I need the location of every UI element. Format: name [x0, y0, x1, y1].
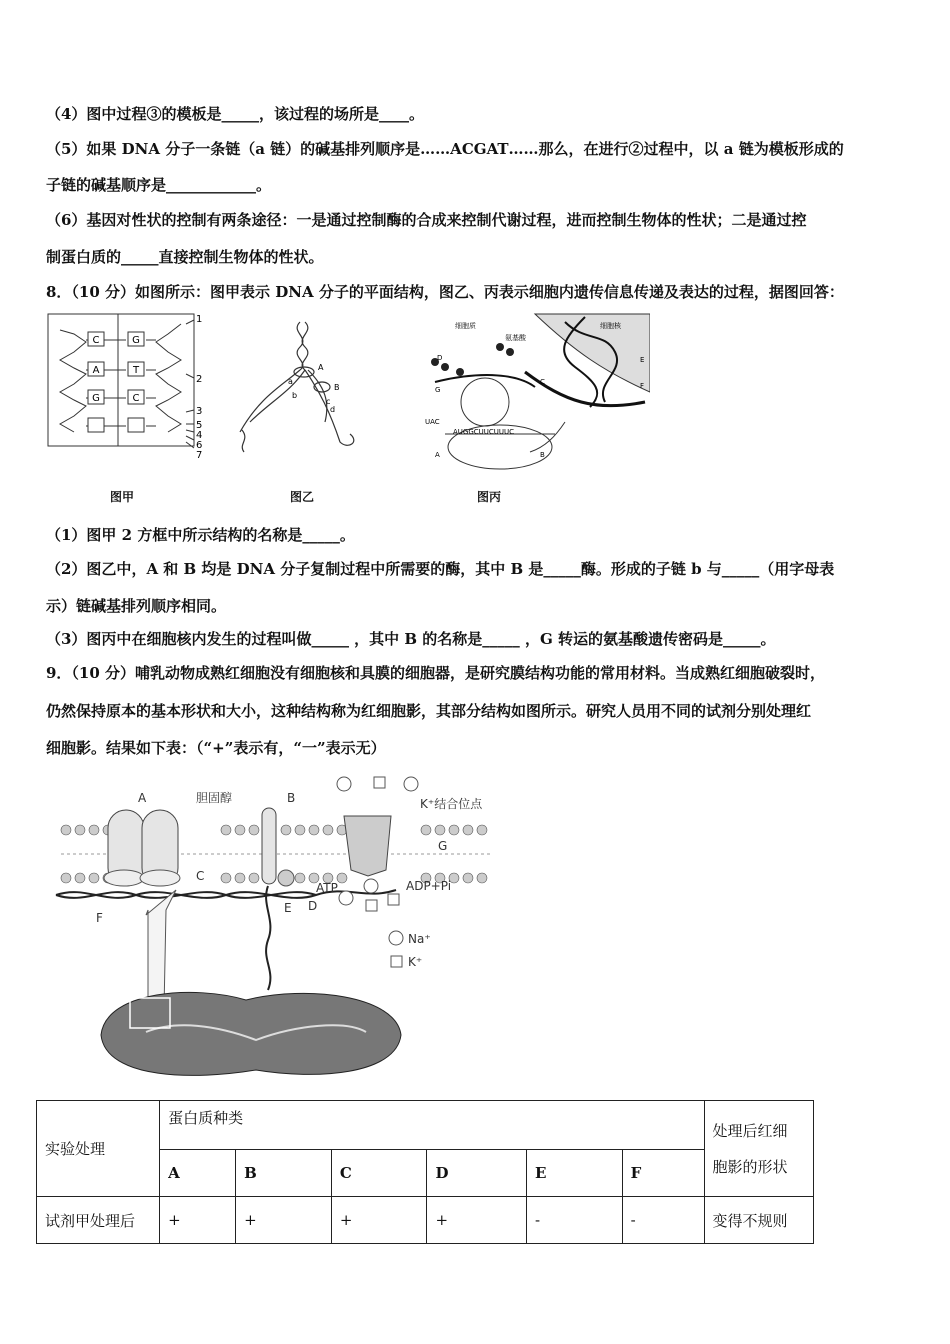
q9-stem-line2: 仍然保持原本的基本形状和大小，这种结构称为红细胞影，其部分结构如图所示。研究人员用不同的试剂分别处理红 [46, 702, 812, 720]
header-protein-d: D [427, 1150, 527, 1197]
jia-num-2: 2 [196, 374, 203, 385]
q7-part5-line2: 子链的碱基顺序是____________。 [46, 176, 272, 194]
q8-stem: 8．（10 分）如图所示：图甲表示 DNA 分子的平面结构，图乙、丙表示细胞内遗传信息传递及表达的过程，据图回答： [46, 283, 844, 301]
q8-part2-line2: 示）链碱基排列顺序相同。 [46, 597, 227, 615]
figure-yi-replication [230, 312, 380, 462]
row1-c: + [331, 1197, 427, 1244]
svg-text:A: A [435, 451, 440, 459]
jia-base-left-3: G [92, 393, 100, 404]
q8-part3: （3）图丙中在细胞核内发生的过程叫做_____ ，其中 B 的名称是_____ ，G 转运的氨基酸遗传密码是_____。 [46, 630, 776, 648]
svg-text:细胞质: 细胞质 [455, 322, 476, 330]
jia-num-6: 6 [196, 440, 203, 451]
caption-fig-yi: 图乙 [290, 490, 315, 504]
jia-num-5: 5 [196, 420, 203, 431]
label-d: D [308, 899, 318, 913]
svg-text:a: a [288, 377, 293, 386]
header-protein-b: B [236, 1150, 332, 1197]
label-c: C [196, 869, 205, 883]
q7-part6-line2: 制蛋白质的_____直接控制生物体的性状。 [46, 248, 324, 266]
header-shape-line1: 处理后红细 [712, 1121, 788, 1140]
q8-part2-line1: （2）图乙中，A 和 B 均是 DNA 分子复制过程中所需要的酶，其中 B 是_____酶。形成的子链 b 与_____（用字母表 [46, 560, 835, 578]
svg-text:A: A [318, 363, 324, 372]
header-protein-f: F [622, 1150, 704, 1197]
legend-na: Na⁺ [408, 932, 431, 946]
svg-text:AUGGCUUCUUUC: AUGGCUUCUUUC [453, 428, 515, 436]
jia-num-3: 3 [196, 406, 203, 417]
q7-part5-line1: （5）如果 DNA 分子一条链（a 链）的碱基排列顺序是……ACGAT……那么，在进行②过程中，以 a 链为模板形成的 [46, 140, 844, 158]
figure-bing-expression [415, 312, 650, 472]
jia-base-right-1: G [132, 335, 140, 346]
figure-jia-dna-structure [46, 312, 206, 462]
svg-text:UAC: UAC [425, 418, 440, 426]
label-g: G [438, 839, 448, 853]
jia-base-right-3: C [132, 393, 140, 404]
svg-text:C: C [540, 378, 545, 386]
header-protein-e: E [527, 1150, 623, 1197]
q7-part4: （4）图中过程③的模板是_____，该过程的场所是____。 [46, 105, 424, 123]
caption-fig-bing: 图丙 [477, 490, 502, 504]
header-protein-a: A [160, 1150, 236, 1197]
svg-text:E: E [640, 356, 645, 364]
row1-label: 试剂甲处理后 [37, 1197, 160, 1244]
label-adp: ADP+Pi [406, 879, 452, 893]
jia-num-7: 7 [196, 450, 203, 461]
row1-f: - [622, 1197, 704, 1244]
row1-shape: 变得不规则 [704, 1197, 813, 1244]
jia-base-left-1: C [92, 335, 100, 346]
header-shape-line2: 胞影的形状 [712, 1157, 788, 1176]
svg-text:b: b [292, 391, 298, 400]
q8-part1: （1）图甲 2 方框中所示结构的名称是_____。 [46, 526, 355, 544]
q9-stem-line3: 细胞影。结果如下表：（“+”表示有，“一”表示无） [46, 739, 386, 757]
row1-b: + [236, 1197, 332, 1244]
q9-stem-line1: 9．（10 分）哺乳动物成熟红细胞没有细胞核和具膜的细胞器，是研究膜结构功能的常用材料。当成熟红细胞破裂时， [46, 664, 826, 682]
figure-rbc-membrane [46, 770, 506, 1082]
svg-text:B: B [540, 451, 545, 459]
label-atp: ATP [316, 881, 338, 895]
svg-text:D: D [437, 354, 443, 362]
label-b: B [287, 791, 296, 805]
header-treatment: 实验处理 [37, 1101, 160, 1197]
label-a: A [138, 791, 147, 805]
jia-num-4: 4 [196, 430, 203, 441]
jia-num-1: 1 [196, 314, 203, 325]
header-protein-types: 蛋白质种类 [160, 1101, 704, 1150]
svg-text:c: c [326, 397, 331, 406]
svg-text:细胞核: 细胞核 [600, 322, 621, 330]
svg-text:G: G [435, 386, 441, 394]
label-e: E [284, 901, 292, 915]
header-protein-c: C [331, 1150, 427, 1197]
row1-a: + [160, 1197, 236, 1244]
jia-base-right-2: T [132, 365, 140, 376]
svg-text:d: d [330, 405, 336, 414]
row1-d: + [427, 1197, 527, 1244]
label-f: F [96, 911, 103, 925]
row1-e: - [527, 1197, 623, 1244]
caption-fig-jia: 图甲 [110, 490, 135, 504]
label-k-site: K⁺结合位点 [420, 797, 483, 811]
svg-text:B: B [334, 383, 340, 392]
legend-k: K⁺ [408, 955, 423, 969]
svg-text:氨基酸: 氨基酸 [505, 334, 526, 342]
header-shape [704, 1101, 813, 1197]
svg-text:F: F [640, 382, 645, 390]
q7-part6-line1: （6）基因对性状的控制有两条途径：一是通过控制酶的合成来控制代谢过程，进而控制生物体的性状；二是通过控 [46, 211, 807, 229]
label-cholesterol: 胆固醇 [196, 791, 233, 805]
jia-base-left-2: A [92, 365, 100, 376]
results-table [36, 1100, 814, 1244]
